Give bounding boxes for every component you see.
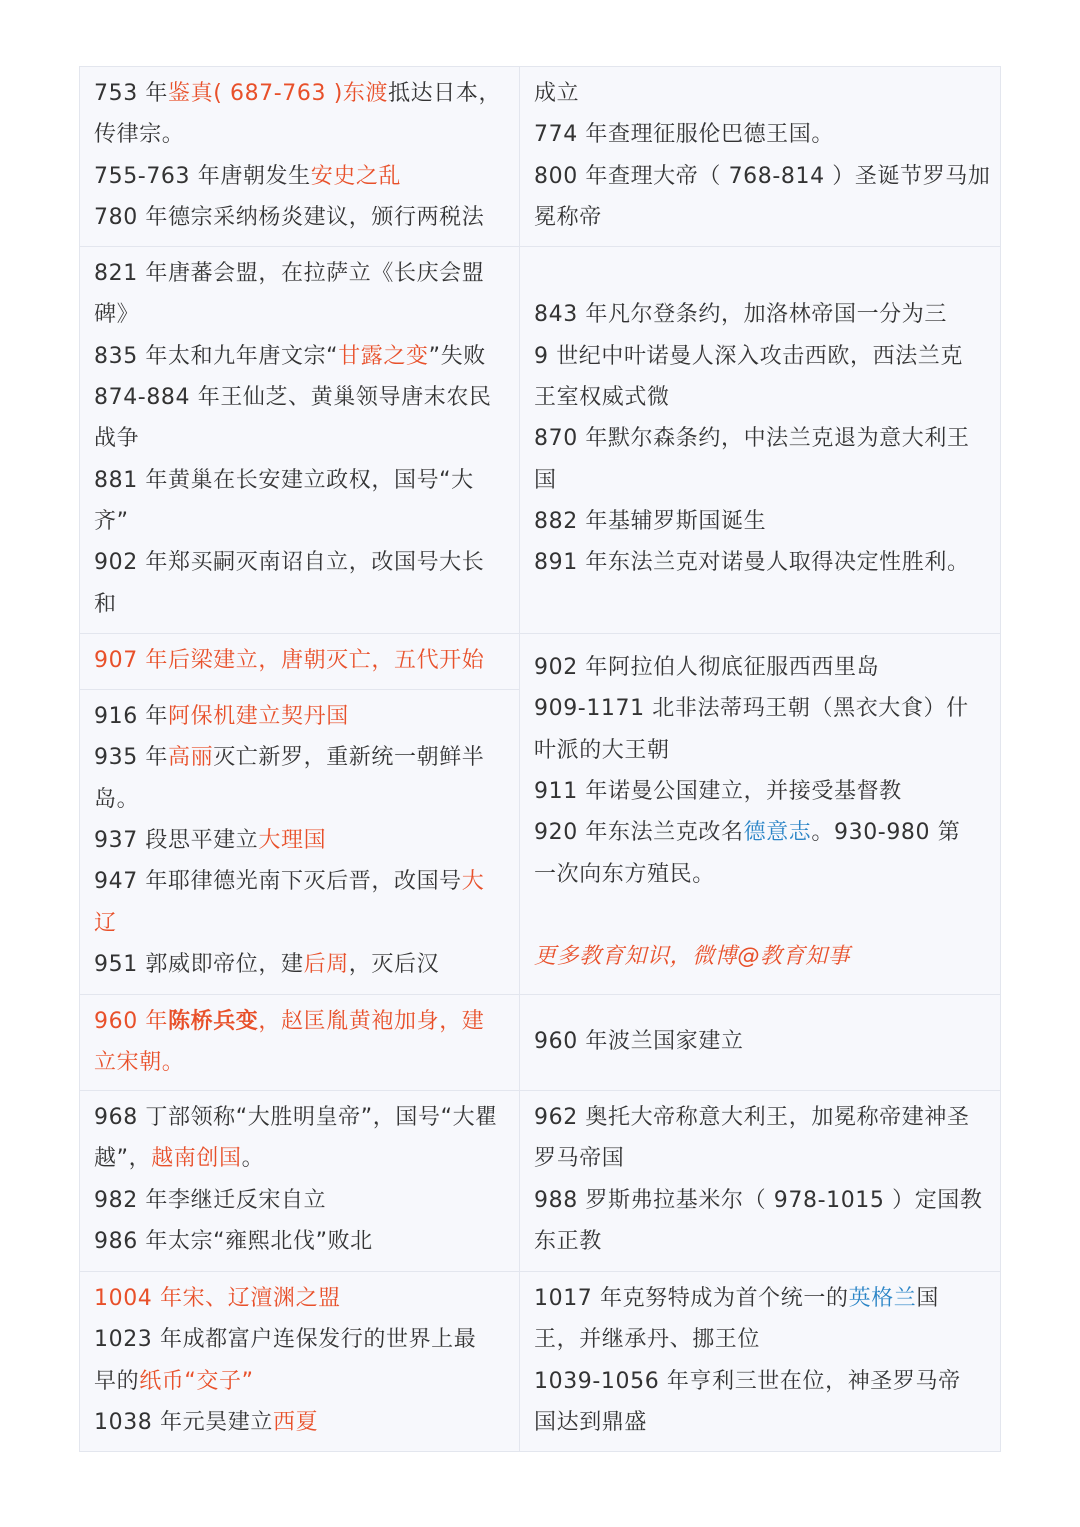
text-segment: 西夏 <box>272 1410 319 1435</box>
text-line <box>94 73 501 114</box>
row-5-right-cell <box>519 1271 1001 1452</box>
text-segment: 1004 年宋、辽澶渊之盟 <box>94 1286 341 1311</box>
promo-text <box>534 936 850 977</box>
text-segment: 英格兰 <box>848 1286 917 1311</box>
text-line <box>534 294 947 335</box>
text-segment: 902 年阿拉伯人彻底征服西西里岛 <box>534 655 880 680</box>
text-line <box>94 944 439 985</box>
text-line <box>94 501 129 542</box>
text-segment: 大理国 <box>258 828 327 853</box>
text-line <box>534 156 991 197</box>
text-line <box>534 460 557 501</box>
text-segment: 891 年东法兰克对诺曼人取得决定性胜利。 <box>534 550 970 575</box>
text-segment: 国达到鼎盛 <box>534 1410 648 1435</box>
text-segment: 灭亡新罗，重新统一朝鲜半 <box>213 745 485 770</box>
text-segment: 937 段思平建立 <box>94 828 259 853</box>
text-line <box>94 903 117 944</box>
text-line <box>534 730 670 771</box>
text-segment: 962 奥托大帝称意大利王，加冕称帝建神圣 <box>534 1105 970 1130</box>
text-segment: 战争 <box>94 426 140 451</box>
text-line <box>94 1361 254 1402</box>
text-segment: 。930-980 第 <box>811 820 961 845</box>
text-line <box>94 737 484 778</box>
text-line <box>534 854 715 895</box>
text-segment: ”失败 <box>428 344 486 369</box>
text-segment: 王，并继承丹、挪王位 <box>534 1327 761 1352</box>
text-line <box>94 377 492 418</box>
text-line <box>94 779 139 820</box>
text-line <box>94 1319 476 1360</box>
text-line <box>534 197 602 238</box>
text-segment: 881 年黄巢在长安建立政权，国号“大 <box>94 468 474 493</box>
text-line <box>534 1402 647 1443</box>
text-segment: 916 年 <box>94 704 168 729</box>
text-line <box>94 640 484 681</box>
row-2-left-cell-b <box>79 689 520 995</box>
text-line <box>94 1402 318 1443</box>
text-segment: 909-1171 北非法蒂玛王朝（黑衣大食）什 <box>534 696 969 721</box>
text-line <box>534 688 969 729</box>
text-segment: 。 <box>241 1146 265 1171</box>
text-segment: 960 年 <box>94 1009 168 1034</box>
text-segment: 鉴真( 687-763 )东渡 <box>168 81 389 106</box>
row-5-left-cell <box>79 1271 520 1452</box>
text-segment: 1023 年成都富户连保发行的世界上最 <box>94 1327 477 1352</box>
text-line <box>94 156 401 197</box>
text-segment: 德意志 <box>743 820 812 845</box>
text-segment: 874-884 年王仙芝、黄巢领导唐末农民 <box>94 385 492 410</box>
text-line <box>534 1319 760 1360</box>
text-line <box>534 114 834 155</box>
text-line <box>534 1278 939 1319</box>
text-line <box>534 1361 961 1402</box>
text-segment: 982 年李继迁反宋自立 <box>94 1188 327 1213</box>
text-segment: 800 年查理大帝（ 768-814 ）圣诞节罗马加 <box>534 164 991 189</box>
text-segment: 王室权威式微 <box>534 385 670 410</box>
text-line <box>94 1221 373 1262</box>
text-line <box>534 501 766 542</box>
text-segment: 935 年 <box>94 745 168 770</box>
text-segment: 东正教 <box>534 1229 602 1254</box>
text-segment: 986 年太宗“雍熙北伐”败北 <box>94 1229 373 1254</box>
text-segment: 越南创国 <box>151 1146 242 1171</box>
text-segment: 1038 年元昊建立 <box>94 1410 273 1435</box>
text-segment: 成立 <box>534 81 580 106</box>
text-segment: 大 <box>461 869 485 894</box>
text-line <box>94 1042 184 1083</box>
text-line <box>94 1138 264 1179</box>
text-segment: 1039-1056 年亨利三世在位，神圣罗马帝 <box>534 1369 961 1394</box>
text-segment: 951 郭威即帝位，建 <box>94 952 304 977</box>
text-segment: 陈桥兵变 <box>168 1009 259 1034</box>
text-line <box>94 1097 498 1138</box>
text-line <box>534 1221 602 1262</box>
text-segment: ，灭后汉 <box>348 952 440 977</box>
text-line <box>534 1097 970 1138</box>
text-line <box>534 647 879 688</box>
text-segment: 越”， <box>94 1146 152 1171</box>
row-1-right-cell <box>519 246 1001 634</box>
text-line <box>94 542 484 583</box>
text-line <box>534 1180 983 1221</box>
text-line <box>534 542 970 583</box>
text-line <box>534 812 960 853</box>
text-line <box>94 418 139 459</box>
text-line <box>94 114 184 155</box>
text-segment: 岛。 <box>94 787 140 812</box>
row-4-left-cell <box>79 1090 520 1272</box>
text-line <box>94 336 486 377</box>
text-segment: 一次向东方殖民。 <box>534 862 715 887</box>
text-segment: 传律宗。 <box>94 122 185 147</box>
text-segment: 1017 年克努特成为首个统一的 <box>534 1286 849 1311</box>
text-segment: 纸币“交子” <box>139 1369 254 1394</box>
text-segment: 阿保机建立契丹国 <box>168 704 349 729</box>
text-segment: 叶派的大王朝 <box>534 738 670 763</box>
text-segment: 更多教育知识，微博@教育知事 <box>534 944 851 969</box>
text-line <box>534 1138 624 1179</box>
row-2-left-cell-a <box>79 633 520 690</box>
text-line <box>534 1021 744 1062</box>
text-line <box>94 294 139 335</box>
row-3-right-cell <box>519 994 1001 1091</box>
row-3-left-cell <box>79 994 520 1091</box>
text-segment: 882 年基辅罗斯国诞生 <box>534 509 767 534</box>
text-line <box>534 771 902 812</box>
text-line <box>534 73 579 114</box>
text-segment: 罗马帝国 <box>534 1146 625 1171</box>
text-line <box>94 1001 484 1042</box>
text-segment: 968 丁部领称“大胜明皇帝”，国号“大瞿 <box>94 1105 498 1130</box>
row-4-right-cell <box>519 1090 1001 1272</box>
row-2-right-cell <box>519 633 1001 995</box>
row-0-right-cell <box>519 66 1001 247</box>
text-line <box>94 197 484 238</box>
text-segment: 920 年东法兰克改名 <box>534 820 744 845</box>
text-segment: 碑》 <box>94 302 140 327</box>
text-segment: 911 年诺曼公国建立，并接受基督教 <box>534 779 902 804</box>
text-segment: 988 罗斯弗拉基米尔（ 978-1015 ）定国教 <box>534 1188 983 1213</box>
text-line <box>534 377 670 418</box>
text-line <box>94 1278 341 1319</box>
text-segment: 753 年 <box>94 81 168 106</box>
text-line <box>534 336 963 377</box>
text-segment: 安史之乱 <box>310 164 402 189</box>
text-line <box>94 1180 326 1221</box>
text-line <box>94 460 474 501</box>
text-segment: 立宋朝。 <box>94 1050 185 1075</box>
text-segment: 抵达日本， <box>388 81 502 106</box>
text-segment: 755-763 年唐朝发生 <box>94 164 311 189</box>
text-segment: 辽 <box>94 911 117 936</box>
text-segment: 947 年耶律德光南下灭后晋，改国号 <box>94 869 462 894</box>
text-segment: 和 <box>94 592 117 617</box>
text-segment: 774 年查理征服伦巴德王国。 <box>534 122 834 147</box>
text-segment: 齐” <box>94 509 129 534</box>
text-line <box>94 820 326 861</box>
text-segment: 960 年波兰国家建立 <box>534 1029 744 1054</box>
text-segment: 843 年凡尔登条约，加洛林帝国一分为三 <box>534 302 947 327</box>
text-segment: 后周 <box>303 952 349 977</box>
text-segment: 780 年德宗采纳杨炎建议，颁行两税法 <box>94 205 485 230</box>
text-segment: 902 年郑买嗣灭南诏自立，改国号大长 <box>94 550 485 575</box>
text-segment: 高丽 <box>168 745 214 770</box>
text-segment: ，赵匡胤黄袍加身，建 <box>258 1009 485 1034</box>
text-line <box>94 696 349 737</box>
text-segment: 冕称帝 <box>534 205 602 230</box>
text-segment: 835 年太和九年唐文宗“ <box>94 344 339 369</box>
row-1-left-cell <box>79 246 520 634</box>
text-segment: 821 年唐蕃会盟，在拉萨立《长庆会盟 <box>94 261 485 286</box>
text-line <box>94 584 117 625</box>
text-segment: 早的 <box>94 1369 140 1394</box>
text-segment: 甘露之变 <box>338 344 429 369</box>
text-segment: 国 <box>534 468 557 493</box>
text-segment: 国 <box>916 1286 940 1311</box>
text-segment: 907 年后梁建立，唐朝灭亡，五代开始 <box>94 648 485 673</box>
text-segment: 9 世纪中叶诺曼人深入攻击西欧，西法兰克 <box>534 344 963 369</box>
row-0-left-cell <box>79 66 520 247</box>
text-line <box>94 253 484 294</box>
text-line <box>94 861 484 902</box>
text-line <box>534 418 970 459</box>
text-segment: 870 年默尔森条约，中法兰克退为意大利王 <box>534 426 970 451</box>
